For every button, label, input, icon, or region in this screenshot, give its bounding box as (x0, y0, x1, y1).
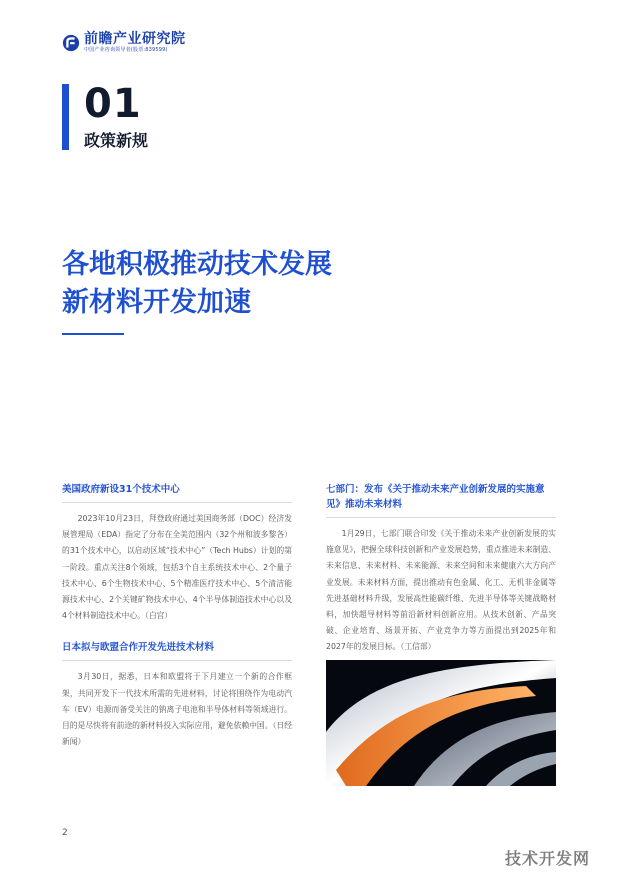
article-body-cn: 1月29日，七部门联合印发《关于推动未来产业创新发展的实施意见》，把握全球科技创新和产业发展趋势，重点推进未来制造、未来信息、未来材料、未来能源、未来空间和未来健康六大方向产业发展。未来材料方面，提出推动有色金属、化工、无机非金属等先进基础材料升级，发展高性能碳纤维、先进半导体等关键战略材料，加快超导材料等前沿新材料创新应用。从技术创新、产品突破、企业培育、场景开拓、产业竞争力等方面提出到2025年和2027年的发展目标。（工信部） (326, 529, 557, 652)
brand-mark-icon (62, 34, 80, 52)
section-accent-bar (62, 84, 69, 150)
section-number: 01 (84, 81, 142, 127)
article-heading-cn: 七部门：发布《关于推动未来产业创新发展的实施意见》推动未来材料 (326, 482, 556, 518)
section-name: 政策新规 (84, 131, 149, 150)
article-heading-jp-eu: 日本拟与欧盟合作开发先进技术材料 (62, 640, 292, 661)
article-body-jp-eu: 3月30日，据悉，日本和欧盟将于下月建立一个新的合作框架，共同开发下一代技术所需的先进材料，讨论将围绕作为电动汽车（EV）电源而备受关注的钠离子电池和半导体材料等领域进行。目的是尽快将有前途的新材料投入实际应用，避免依赖中国。（日经新闻） (62, 672, 293, 747)
page-number: 2 (62, 828, 68, 838)
brand-logo (62, 32, 186, 53)
title-underline (62, 333, 124, 335)
watermark: 技术开发网 (505, 849, 591, 868)
page-title (62, 246, 462, 322)
page-title-line1: 各地积极推动技术发展 (62, 249, 332, 280)
article-body-us: 2023年10月23日，拜登政府通过美国商务部（DOC）经济发展管理局（EDA）指定了分布在全美范围内（32个州和波多黎各）的31个技术中心，以启动区域“技术中心”（Tech Hubs）计划的第一阶段。重点关注8个领域，包括3个自主系统技术中心、2个量子技术中心、6个生物技术中心、5个精准医疗技术中心、5个清洁能源技术中心、2个关键矿物技术中心、4个半导体制造技术中心以及4个材料制造技术中心。（白宫） (62, 514, 292, 621)
brand-name: 前瞻产业研究院 (84, 31, 186, 47)
brand-tagline: 中国产业咨询领导者(股票:839599) (84, 47, 168, 53)
article-heading-us: 美国政府新设31个技术中心 (62, 482, 292, 503)
abstract-metal-image (326, 660, 556, 786)
abstract-metal-graphic (326, 660, 556, 786)
right-column (326, 482, 556, 656)
left-column (62, 482, 292, 750)
page-title-line2: 新材料开发加速 (62, 287, 251, 318)
